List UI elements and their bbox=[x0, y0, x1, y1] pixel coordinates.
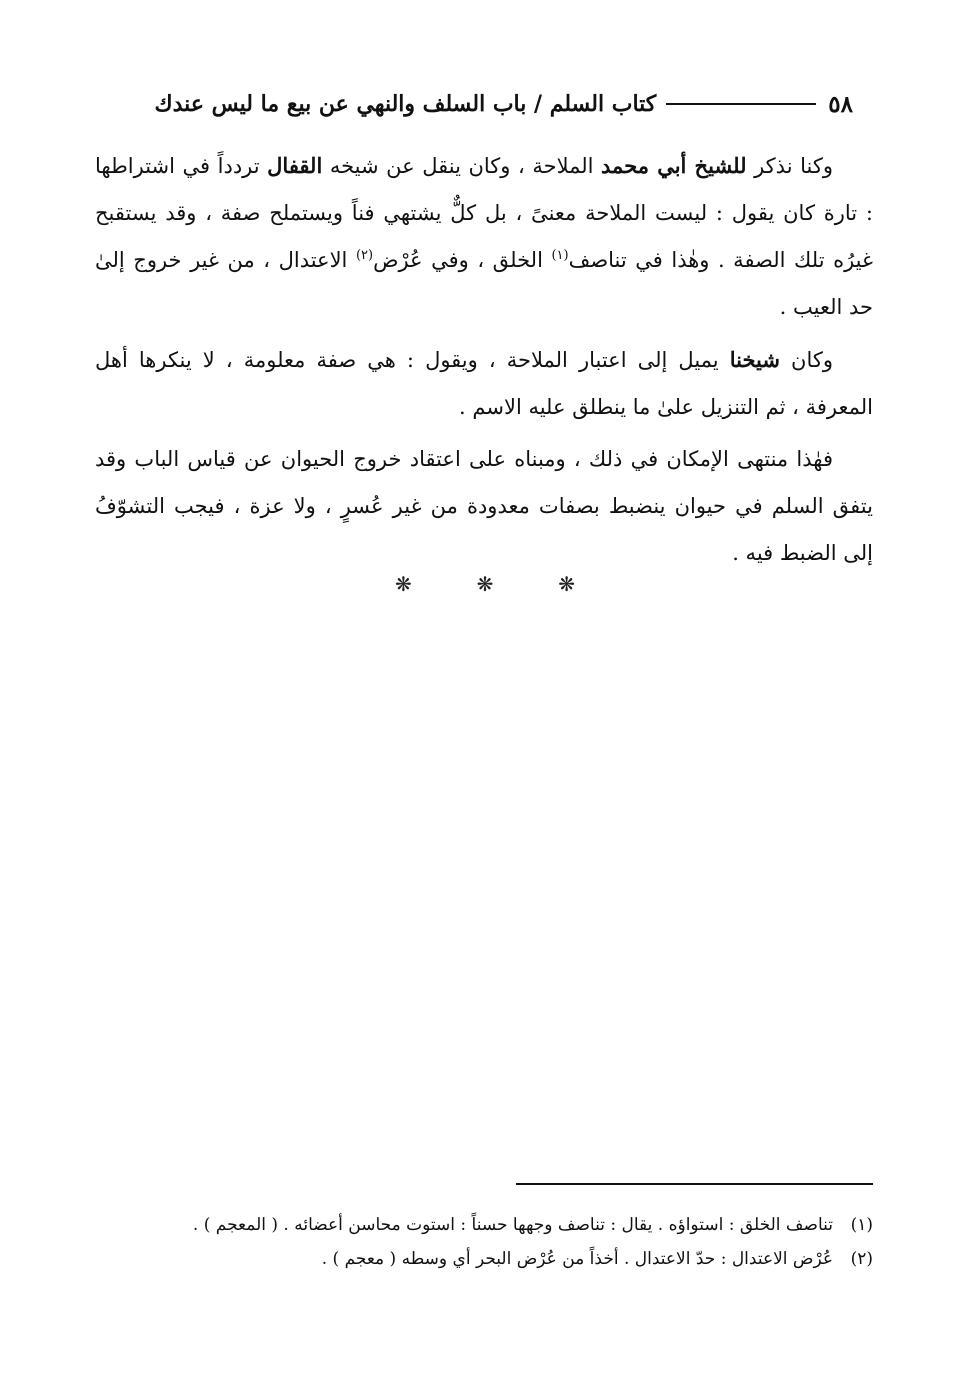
footnote-text: عُرْض الاعتدال : حدّ الاعتدال . أخذاً من عُرْض البحر أي وسطه ( معجم ) . bbox=[321, 1249, 833, 1269]
footnote-divider bbox=[516, 1183, 873, 1185]
section-separator bbox=[395, 572, 575, 596]
text-span: وكنا نذكر bbox=[746, 154, 833, 178]
header-rule bbox=[666, 103, 816, 105]
page-header bbox=[95, 82, 853, 126]
separator-star-icon: ❋ bbox=[395, 572, 412, 596]
paragraph-2 bbox=[95, 336, 873, 431]
paragraph-1 bbox=[95, 142, 873, 331]
text-span: الخلق ، وفي عُرْض bbox=[373, 248, 552, 272]
separator-star-icon: ❋ bbox=[558, 572, 575, 596]
footnote-number: (١) bbox=[850, 1215, 873, 1235]
bold-name: شيخنا bbox=[729, 347, 780, 372]
text-span: الملاحة ، وكان ينقل عن شيخه bbox=[322, 154, 602, 178]
footnote-2 bbox=[95, 1242, 873, 1276]
page-number: ٥٨ bbox=[828, 90, 853, 118]
text-span: يميل إلى اعتبار الملاحة ، ويقول : هي صفة معلومة ، لا ينكرها أهل المعرفة ، ثم التنزيل علىٰ ما ينطلق عليه الاسم . bbox=[95, 348, 873, 419]
footnote-1 bbox=[95, 1208, 873, 1242]
footnote-number: (٢) bbox=[850, 1249, 873, 1269]
footnote-ref-2[interactable]: (٢) bbox=[355, 248, 374, 263]
bold-name: القفال bbox=[267, 153, 323, 178]
text-span: الاعتدال ، من غير خروج إلىٰ حد العيب . bbox=[95, 248, 873, 319]
separator-star-icon: ❋ bbox=[476, 572, 494, 596]
text-span: تردداً في اشتراطها : تارة كان يقول : ليست الملاحة معنىً ، بل كلٌّ يشتهي فناً ويستملح صفة ، وقد يستقبح غيرُه تلك الصفة . وهٰذا في تناصف bbox=[95, 154, 873, 272]
main-text bbox=[95, 142, 873, 582]
footnote-text: تناصف الخلق : استواؤه . يقال : تناصف وجهها حسناً : استوت محاسن أعضائه . ( المعجم ) . bbox=[192, 1215, 833, 1235]
text-span: وكان bbox=[779, 348, 834, 372]
running-title: كتاب السلم / باب السلف والنهي عن بيع ما ليس عندك bbox=[154, 91, 657, 117]
footnote-ref-1[interactable]: (١) bbox=[551, 248, 569, 263]
paragraph-3: فهٰذا منتهى الإمكان في ذلك ، ومبناه على اعتقاد خروج الحيوان عن قياس الباب وقد يتفق السلم في حيوان ينضبط بصفات معدودة من غير عُسرٍ ، ولا عزة ، فيجب التشوّفُ إلى الضبط فيه . bbox=[95, 447, 873, 565]
footnotes bbox=[95, 1208, 873, 1276]
bold-name: للشيخ أبي محمد bbox=[601, 153, 747, 178]
